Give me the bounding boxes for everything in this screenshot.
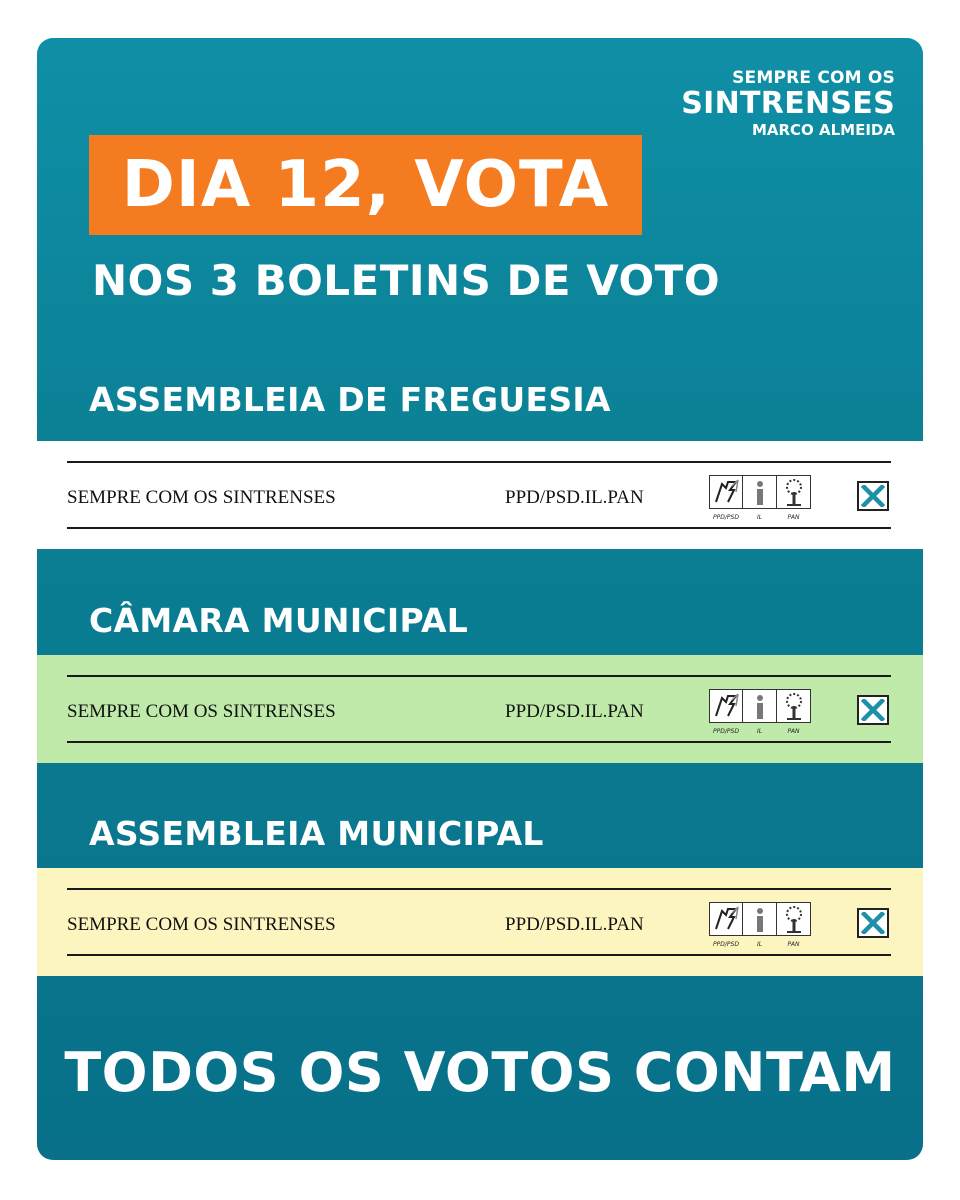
party-logos xyxy=(709,689,813,735)
logo-caption: PAN xyxy=(787,514,800,521)
x-mark-icon xyxy=(861,485,885,507)
logo-caption: IL xyxy=(756,728,763,735)
pan-logo-icon xyxy=(777,689,811,735)
il-logo-icon xyxy=(743,902,777,948)
ppd-psd-logo-icon xyxy=(709,689,743,735)
section-title-assembleia-municipal: ASSEMBLEIA MUNICIPAL xyxy=(89,814,544,853)
headline-banner xyxy=(89,135,642,235)
ballot-rule-bottom xyxy=(67,954,891,956)
footer-slogan: TODOS OS VOTOS CONTAM xyxy=(64,1041,896,1104)
ballot-coalition: PPD/PSD.IL.PAN xyxy=(505,487,644,508)
brand-logo xyxy=(681,70,895,138)
section-title-freguesia: ASSEMBLEIA DE FREGUESIA xyxy=(89,380,611,419)
ballot-freguesia xyxy=(37,441,923,549)
ballot-rule-top xyxy=(67,461,891,463)
headline: DIA 12, VOTA xyxy=(121,148,610,222)
ballot-list-name: SEMPRE COM OS SINTRENSES xyxy=(67,701,336,722)
campaign-poster xyxy=(37,38,923,1160)
ppd-psd-logo-icon xyxy=(709,475,743,521)
ballot-assembleia-municipal xyxy=(37,868,923,976)
pan-logo-icon xyxy=(777,902,811,948)
logo-caption: PAN xyxy=(787,941,800,948)
ballot-rule-top xyxy=(67,675,891,677)
ballot-camara xyxy=(37,655,923,763)
il-logo-icon xyxy=(743,689,777,735)
ballot-list-name: SEMPRE COM OS SINTRENSES xyxy=(67,914,336,935)
il-logo-icon xyxy=(743,475,777,521)
vote-checkbox[interactable] xyxy=(857,481,889,511)
ballot-rule-top xyxy=(67,888,891,890)
logo-caption: IL xyxy=(756,514,763,521)
brand-candidate: MARCO ALMEIDA xyxy=(751,121,895,139)
logo-caption: PAN xyxy=(787,728,800,735)
ballot-coalition: PPD/PSD.IL.PAN xyxy=(505,701,644,722)
logo-caption: PPD/PSD xyxy=(713,728,739,735)
party-logos xyxy=(709,902,813,948)
party-logos xyxy=(709,475,813,521)
subheadline: NOS 3 BOLETINS DE VOTO xyxy=(92,256,721,305)
brand-line-2: SINTRENSES xyxy=(681,86,895,121)
ballot-coalition: PPD/PSD.IL.PAN xyxy=(505,914,644,935)
pan-logo-icon xyxy=(777,475,811,521)
ballot-list-name: SEMPRE COM OS SINTRENSES xyxy=(67,487,336,508)
logo-caption: IL xyxy=(756,941,763,948)
brand-line-1: SEMPRE COM OS xyxy=(732,68,895,88)
logo-caption: PPD/PSD xyxy=(713,514,739,521)
logo-caption: PPD/PSD xyxy=(713,941,739,948)
vote-checkbox[interactable] xyxy=(857,695,889,725)
ballot-rule-bottom xyxy=(67,741,891,743)
x-mark-icon xyxy=(861,699,885,721)
vote-checkbox[interactable] xyxy=(857,908,889,938)
x-mark-icon xyxy=(861,912,885,934)
ppd-psd-logo-icon xyxy=(709,902,743,948)
ballot-rule-bottom xyxy=(67,527,891,529)
section-title-camara: CÂMARA MUNICIPAL xyxy=(89,601,469,640)
